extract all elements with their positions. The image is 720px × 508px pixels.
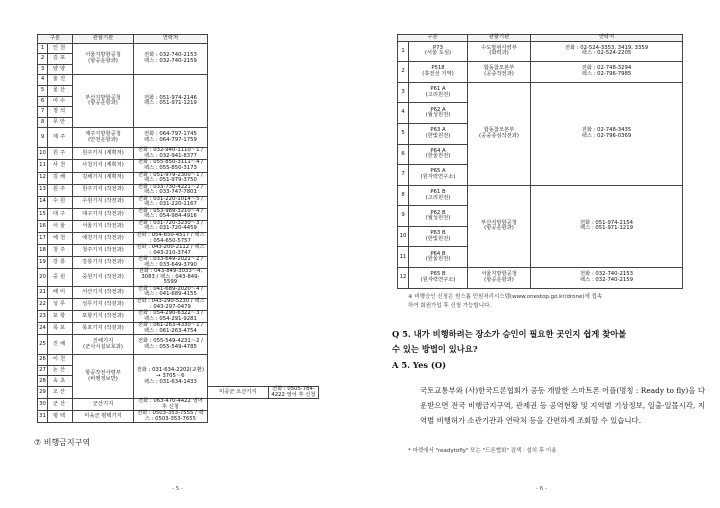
agency-cell: 강릉기지 (작전과) [73, 257, 134, 269]
answer-line: A 5. Yes (O) [392, 360, 446, 370]
row-number: 10 [38, 148, 48, 160]
agency-cell: 항공작전사령부 (비행정보반) [73, 355, 134, 399]
table-row [38, 335, 319, 355]
table-row [38, 220, 319, 232]
header-agency: 관할기관 [73, 35, 134, 44]
region-cell: 원주 [48, 148, 73, 160]
agency-cell: 서산기지 (작전과) [73, 286, 134, 298]
agency-cell: 원주기지 (작전과) [73, 184, 134, 196]
contact-cell: 전화 : 02-748-3294 팩스 : 02-796-7985 [531, 62, 683, 83]
agency-cell: 군산기지 [73, 399, 134, 411]
region-cell: 강릉 [48, 257, 73, 269]
table-row [38, 355, 319, 366]
region-cell: 해미 [48, 286, 73, 298]
table-row [38, 269, 319, 287]
region-cell: 정석 [48, 107, 73, 118]
contact-cell: 전화 : 032-740-2153 팩스 : 032-740-2159 [134, 43, 208, 75]
row-number: 2 [398, 62, 409, 83]
contact-cell: 전화 : 032-940-1110～1 / 팩스 : 032-941-8377 [134, 148, 208, 160]
row-number: 10 [398, 226, 409, 247]
contact-cell: 전화 : 063-470-4422 영어 후 신청 [134, 399, 208, 411]
row-number: 17 [38, 233, 48, 245]
row-number: 24 [38, 323, 48, 335]
region-cell: 양양 [48, 64, 73, 75]
row-number: 2 [38, 54, 48, 65]
agency-cell: 예천기지 (작전과) [73, 233, 134, 245]
contact-cell: 전화 : 033-730-4221～2 / 팩스 : 033-747-7801 [134, 184, 208, 196]
region-cell: 이천 [48, 355, 73, 366]
header-contact: 연락처 [531, 35, 683, 42]
contact-cell: 전화 : 055-549-4231～2 / 팩스 : 055-549-4785 [134, 335, 208, 355]
contact-cell: 전화 : 043-200-2112 / 팩스 : 043-210-3747 [134, 245, 208, 257]
row-number: 6 [398, 144, 409, 165]
agency-cell: 서울기지 (작전과) [73, 220, 134, 232]
row-number: 15 [38, 208, 48, 220]
contact-cell: 전화 : 061-263-4330～1 / 팩스 : 061-263-4754 [134, 323, 208, 335]
region-cell: 포항 [48, 311, 73, 323]
zone-cell: P61 B (고리원전) [409, 185, 468, 206]
table-header-row [38, 35, 319, 44]
row-number: 12 [38, 172, 48, 184]
agency-cell: 서울지방항공청 (항공운항과) [73, 43, 134, 75]
table-row [38, 43, 319, 54]
agency-cell: 김해기지 (계획처) [73, 172, 134, 184]
approval-note: ※ 비행승인 신청은 원스톱 민원처리시스템(www.onestop.go.kr/drone)에 접속 하여 회원가입 후 신청 가능합니다. [408, 294, 603, 309]
contact-cell: 전화 : 054-290-6322～3 / 팩스 : 054-291-9281 [134, 311, 208, 323]
contact-cell: 전화 : 033-649-2021～2 / 팩스 : 033-649-3790 [134, 257, 208, 269]
table-row [38, 233, 319, 245]
table-row [398, 62, 683, 83]
region-cell: 논산 [48, 365, 73, 376]
row-number: 20 [38, 269, 48, 287]
region-cell: 김포 [48, 54, 73, 65]
region-cell: 목포 [48, 323, 73, 335]
footnote: * 마켓에서 "readytofly" 또는 "드론협회" 검색 · 설치 후 이용 [408, 448, 557, 454]
contact-cell: 전화 : 051-974-2146 팩스 : 051-971-1219 [134, 75, 208, 128]
row-number: 8 [38, 117, 48, 128]
region-cell: 제주 [48, 128, 73, 148]
contact-cell: 전화 : 043-849-3033～4, 3083 / 팩스 : 043-849-5599 [134, 269, 208, 287]
contact-cell: 전화 : 055-850-3111～4 / 팩스 : 055-850-3173 [134, 160, 208, 172]
airport-contact-table [37, 34, 319, 423]
region-cell: 인천 [48, 43, 73, 54]
region-cell: 울산 [48, 85, 73, 96]
region-cell: 청주 [48, 245, 73, 257]
question-title: Q 5. 내가 비행하려는 장소가 승인이 필요한 곳인지 쉽게 찾아볼 수 있는 방법이 있나요? [392, 329, 627, 354]
row-number: 3 [398, 82, 409, 103]
zone-cell: P64 A (한울원전) [409, 144, 468, 165]
row-number: 26 [38, 355, 48, 366]
answer-paragraph: 국토교통부와 (사)한국드론협회가 공동 개발한 스마트폰 어플(명칭 : Ready to fly)을 다운받으면 전국 비행금지구역, 관제권 등 공역현황 및 지역별 기상정보, 일출·일몰시각, 지역별 비행허가 소관기관과 연락처 등을 간편하게 조회할 수 있습니다. [420, 386, 705, 425]
region-cell: 속초 [48, 376, 73, 387]
contact-cell: 전화 : 051-979-2300～1 / 팩스 : 051-979-3750 [134, 172, 208, 184]
contact-cell: 전화 : 043-290-5230 / 팩스 : 043-297-0479 [134, 299, 208, 311]
row-number: 19 [38, 257, 48, 269]
agency-cell: 포항기지 (작전과) [73, 311, 134, 323]
row-number: 31 [38, 411, 48, 423]
agency-cell: 서울지방항공청 (항공운항과) [468, 268, 531, 289]
zone-cell: P518 (휴전선 지역) [409, 62, 468, 83]
zone-cell: P65 B (원자력연구소) [409, 268, 468, 289]
table-row [398, 185, 683, 206]
table-row [398, 268, 683, 289]
no-fly-zone-table [397, 34, 683, 289]
agency-cell: 중원기지 (작전과) [73, 269, 134, 287]
row-number: 9 [398, 206, 409, 227]
row-number: 1 [398, 41, 409, 62]
zone-cell: P73 (서울 도심) [409, 41, 468, 62]
contact-cell: 전화 : 053-989-3210～4 / 팩스 : 054-984-4916 [134, 208, 208, 220]
region-cell: 수원 [48, 196, 73, 208]
region-cell: 대구 [48, 208, 73, 220]
row-number: 4 [38, 75, 48, 86]
row-number: 14 [38, 196, 48, 208]
header-agency: 관할기관 [468, 35, 531, 42]
row-number: 7 [38, 107, 48, 118]
agency-cell: 목포기지 (작전과) [73, 323, 134, 335]
agency-cell: 사천기지 (계획처) [73, 160, 134, 172]
header-contact: 연락처 [134, 35, 208, 44]
region-cell: 오산 [48, 387, 73, 399]
table-row [38, 245, 319, 257]
row-number: 23 [38, 311, 48, 323]
agency-cell: 대구기지 (작전과) [73, 208, 134, 220]
region-cell: 평택 [48, 411, 73, 423]
row-number: 27 [38, 365, 48, 376]
table-row [38, 172, 319, 184]
row-number: 4 [398, 103, 409, 124]
row-number: 5 [38, 85, 48, 96]
agency-cell: 부산지방항공청 (항공운항과) [73, 75, 134, 128]
contact-cell: 전화 : 032-740-2153 팩스 : 032-740-2159 [531, 268, 683, 289]
row-number: 1 [38, 43, 48, 54]
row-number: 3 [38, 64, 48, 75]
region-cell: 사천 [48, 160, 73, 172]
page-number: - 6 - [536, 486, 547, 492]
region-cell: 여수 [48, 96, 73, 107]
row-number: 9 [38, 128, 48, 148]
row-number: 25 [38, 335, 48, 355]
table-row [38, 257, 319, 269]
table-row [38, 75, 319, 86]
contact-cell: 전화 : 051-974-2154 팩스 : 051-971-1219 [531, 185, 683, 267]
section-label: ⑦ 비행금지구역 [34, 438, 91, 447]
contact-cell: 전화 : 031-634-2202(교환) → 3705～6 팩스 : 031-634-1433 [134, 355, 208, 399]
table-row [38, 208, 319, 220]
row-number: 6 [38, 96, 48, 107]
contact-cell: 전화 : 041-689-2020～4 / 팩스 : 041-689-4155 [134, 286, 208, 298]
contact-cell: 전화 : 02-524-3353, 3419, 3359 팩스 : 02-524-2205 [531, 41, 683, 62]
row-number: 18 [38, 245, 48, 257]
region-cell: 원주 [48, 184, 73, 196]
zone-cell: P61 A (고리원전) [409, 82, 468, 103]
contact-cell: 전화 : 0503-353-7555 / 팩스 : 0503-353-7655 [134, 411, 208, 423]
zone-cell: P64 B (한울원전) [409, 247, 468, 268]
page-number: - 5 - [172, 486, 183, 492]
row-number: 30 [38, 399, 48, 411]
row-number: 11 [398, 247, 409, 268]
table-row [38, 411, 319, 423]
agency-cell: 미육군 평택기지 [73, 411, 134, 423]
contact-cell: 전화 : 054-650-4517 / 팩스 : 054-650-5757 [134, 233, 208, 245]
table-row [38, 128, 319, 148]
row-number: 16 [38, 220, 48, 232]
contact-cell: 전화 : 064-797-1745 팩스 : 064-797-1759 [134, 128, 208, 148]
zone-cell: P63 A (한빛원전) [409, 123, 468, 144]
region-cell: 무안 [48, 117, 73, 128]
agency-cell: 진해기지 (군사시설보호과) [73, 335, 134, 355]
table-row [38, 184, 319, 196]
table-row [38, 323, 319, 335]
row-number: 29 [38, 387, 48, 399]
table-row [38, 311, 319, 323]
zone-cell: P63 B (한빛원전) [409, 226, 468, 247]
row-number: 11 [38, 160, 48, 172]
contact-cell: 전화 : 0505-784-4222 영어 후 신청 [268, 387, 318, 399]
region-cell: 예천 [48, 233, 73, 245]
table-row [38, 286, 319, 298]
header-division: 구분 [398, 35, 468, 42]
row-number: 12 [398, 268, 409, 289]
agency-cell: 미공군 오산기지 [207, 387, 268, 399]
region-cell: 서울 [48, 220, 73, 232]
region-cell: 성무 [48, 299, 73, 311]
agency-cell: 합동참모본부 (공중종심작전과) [468, 82, 531, 185]
table-row [38, 399, 319, 411]
contact-cell: 전화 : 031-720-3230～3 / 팩스 : 031-720-4459 [134, 220, 208, 232]
agency-cell: 수도방위사령부 (화력과) [468, 41, 531, 62]
table-row [38, 196, 319, 208]
table-row [398, 82, 683, 103]
contact-cell: 전화 : 031-220-1014～5 / 팩스 : 031-220-1167 [134, 196, 208, 208]
row-number: 28 [38, 376, 48, 387]
agency-cell: 부산지방항공청 (항공운항과) [468, 185, 531, 267]
agency-cell: 청주기지 (작전과) [73, 245, 134, 257]
agency-cell: 성무기지 (작전과) [73, 299, 134, 311]
region-cell: 울진 [48, 75, 73, 86]
table-row [38, 299, 319, 311]
agency-cell: 수원기지 (작전과) [73, 196, 134, 208]
agency-cell: 원주기지 (계획처) [73, 148, 134, 160]
row-number: 5 [398, 123, 409, 144]
agency-cell: 제주지방항공청 (안전운항과) [73, 128, 134, 148]
region-cell: 김해 [48, 172, 73, 184]
table-row [38, 160, 319, 172]
region-cell: 중원 [48, 269, 73, 287]
region-cell: 진해 [48, 335, 73, 355]
row-number: 8 [398, 185, 409, 206]
header-division: 구분 [38, 35, 73, 44]
agency-cell: 합동참모본부 (공중작전과) [468, 62, 531, 83]
table-row [398, 41, 683, 62]
contact-cell: 전화 : 02-748-3435 팩스 : 02-796-0369 [531, 82, 683, 185]
region-cell: 군산 [48, 399, 73, 411]
row-number: 13 [38, 184, 48, 196]
row-number: 22 [38, 299, 48, 311]
zone-cell: P65 A (원자력연구소) [409, 165, 468, 186]
row-number: 21 [38, 286, 48, 298]
row-number: 7 [398, 165, 409, 186]
zone-cell: P62 B (월성원전) [409, 206, 468, 227]
zone-cell: P62 A (월성원전) [409, 103, 468, 124]
